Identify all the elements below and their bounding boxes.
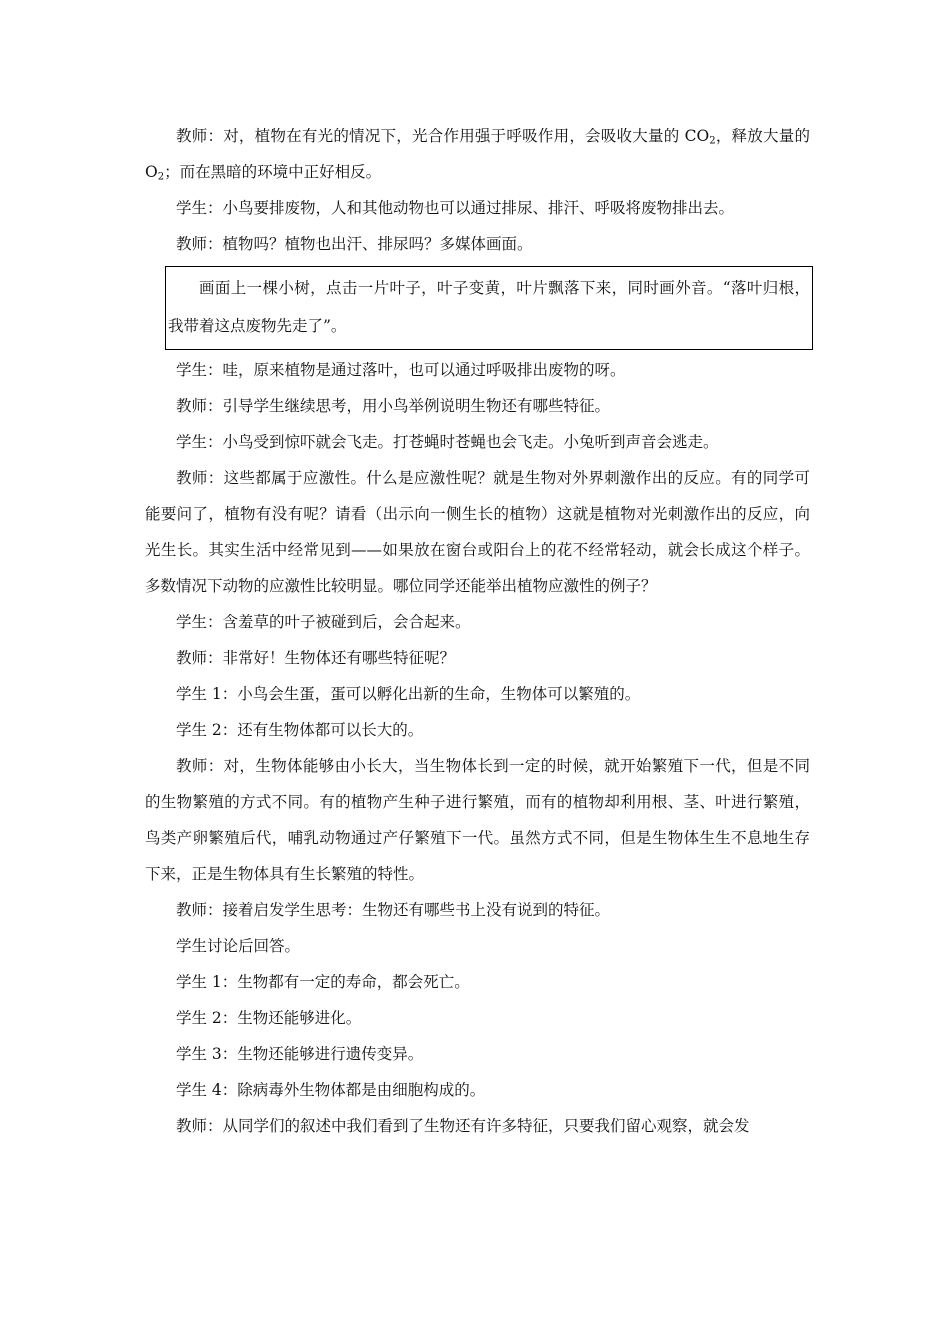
dialogue-paragraph: 教师：从同学们的叙述中我们看到了生物还有许多特征，只要我们留心观察，就会发 [176, 1117, 750, 1135]
dialogue-paragraph: 学生 1：生物都有一定的寿命，都会死亡。 [176, 973, 470, 991]
dialogue-paragraph: 学生 2：生物还能够进化。 [176, 1009, 362, 1027]
dialogue-paragraph: 教师：这些都属于应激性。什么是应激性呢？就是生物对外界刺激作出的反应。有的同学可能要问了，植物有没有呢？请看（出示向一侧生长的植物）这就是植物对光刺激作出的反应，向光生长。其实生活中经常见到——如果放在窗台或阳台上的花不经常轻动，就会长成这个样子。多数情况下动物的应激性比较明显。哪位同学还能举出植物应激性的例子？ [145, 469, 810, 595]
subscript-2: 2 [157, 171, 165, 183]
dialogue-paragraph: 教师：引导学生继续思考，用小鸟举例说明生物还有哪些特征。 [176, 397, 611, 415]
dialogue-paragraph: 教师：非常好！生物体还有哪些特征呢？ [176, 649, 456, 667]
text-segment: ；而在黑暗的环境中正好相反。 [164, 163, 382, 181]
text-segment: ，释放大量的 O [145, 127, 810, 181]
dialogue-paragraph: 学生讨论后回答。 [176, 937, 301, 955]
box-text: 画面上一棵小树，点击一片叶子，叶子变黄，叶片飘落下来，同时画外音。“落叶归根，我带着这点废物先走了”。 [168, 279, 810, 335]
dialogue-paragraph: 学生 3：生物还能够进行遗传变异。 [176, 1045, 424, 1063]
dialogue-paragraph: 学生：哇，原来植物是通过落叶，也可以通过呼吸排出废物的呀。 [176, 361, 626, 379]
multimedia-description-box [165, 266, 813, 350]
dialogue-paragraph: 学生 4：除病毒外生物体都是由细胞构成的。 [176, 1081, 486, 1099]
text-segment: 教师：对，植物在有光的情况下，光合作用强于呼吸作用，会吸收大量的 CO [176, 127, 710, 145]
dialogue-list [145, 352, 810, 1144]
dialogue-paragraph: 学生：小鸟受到惊吓就会飞走。打苍蝇时苍蝇也会飞走。小兔听到声音会逃走。 [176, 433, 719, 451]
paragraph-student-excretion: 学生：小鸟要排废物，人和其他动物也可以通过排尿、排汗、呼吸将废物排出去。 [176, 199, 735, 217]
paragraph-teacher-photosynthesis [145, 118, 810, 190]
document-body [145, 118, 810, 1144]
dialogue-paragraph: 教师：接着启发学生思考：生物还有哪些书上没有说到的特征。 [176, 901, 611, 919]
dialogue-paragraph: 学生 1：小鸟会生蛋，蛋可以孵化出新的生命，生物体可以繁殖的。 [176, 685, 641, 703]
paragraph-teacher-plants: 教师：植物吗？植物也出汗、排尿吗？多媒体画面。 [176, 235, 533, 253]
dialogue-paragraph: 教师：对，生物体能够由小长大，当生物体长到一定的时候，就开始繁殖下一代，但是不同的生物繁殖的方式不同。有的植物产生种子进行繁殖，而有的植物却利用根、茎、叶进行繁殖，鸟类产卵繁殖后代，哺乳动物通过产仔繁殖下一代。虽然方式不同，但是生物体生生不息地生存下来，正是生物体具有生长繁殖的特性。 [145, 757, 810, 883]
subscript-2: 2 [709, 135, 716, 147]
dialogue-paragraph: 学生 2：还有生物体都可以长大的。 [176, 721, 424, 739]
dialogue-paragraph: 学生：含羞草的叶子被碰到后，会合起来。 [176, 613, 471, 631]
